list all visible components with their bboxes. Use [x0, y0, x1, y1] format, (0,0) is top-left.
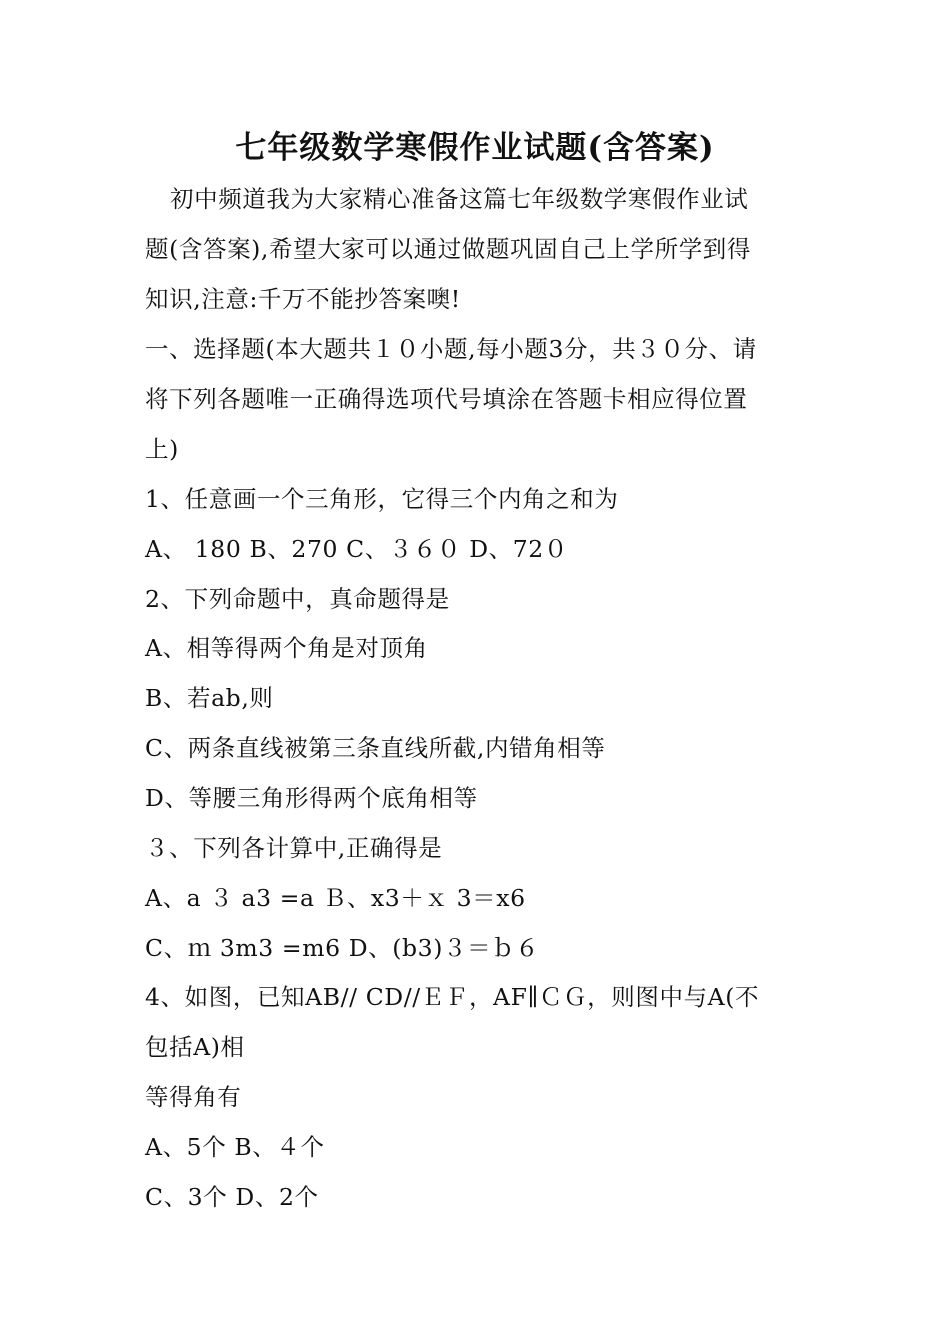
- question-2-option-b: B、若ab,则: [145, 684, 274, 712]
- question-3-options-ab: A、a ３ a3 =a Ｂ、x3＋ｘ 3＝x6: [145, 884, 526, 912]
- question-4-line-2: 包括A)相: [145, 1033, 245, 1061]
- question-2-option-a: A、相等得两个角是对顶角: [145, 634, 428, 662]
- question-4-line-1: 4、如图，已知AB// CD//ＥＦ，AF∥ＣＧ，则图中与A(不: [145, 983, 760, 1011]
- intro-line-1: 初中频道我为大家精心准备这篇七年级数学寒假作业试: [170, 185, 749, 213]
- section-heading-line-2: 将下列各题唯一正确得选项代号填涂在答题卡相应得位置: [145, 385, 748, 413]
- section-heading-line-3: 上): [145, 435, 179, 463]
- document-title: 七年级数学寒假作业试题(含答案): [235, 130, 715, 166]
- question-4-line-3: 等得角有: [145, 1083, 242, 1111]
- section-heading-line-1: 一、选择题(本大题共１０小题,每小题3分，共３０分、请: [145, 335, 757, 363]
- question-4-options-ab: A、5个 B、４个: [145, 1133, 325, 1161]
- question-1: 1、任意画一个三角形，它得三个内角之和为: [145, 485, 619, 513]
- intro-line-2: 题(含答案),希望大家可以通过做题巩固自己上学所学到得: [145, 235, 752, 263]
- question-1-options: A、 180 B、270 C、３６０ D、72０: [145, 535, 568, 563]
- intro-line-3: 知识,注意:千万不能抄答案噢!: [145, 285, 461, 313]
- question-2: 2、下列命题中，真命题得是: [145, 585, 450, 613]
- question-2-option-c: C、两条直线被第三条直线所截,内错角相等: [145, 734, 606, 762]
- question-3-options-cd: C、ｍ 3m3 =m6 D、(b3)３＝ｂ６: [145, 934, 540, 962]
- question-3: ３、下列各计算中,正确得是: [145, 834, 443, 862]
- question-2-option-d: D、等腰三角形得两个底角相等: [145, 784, 478, 812]
- question-4-options-cd: C、3个 D、2个: [145, 1183, 319, 1211]
